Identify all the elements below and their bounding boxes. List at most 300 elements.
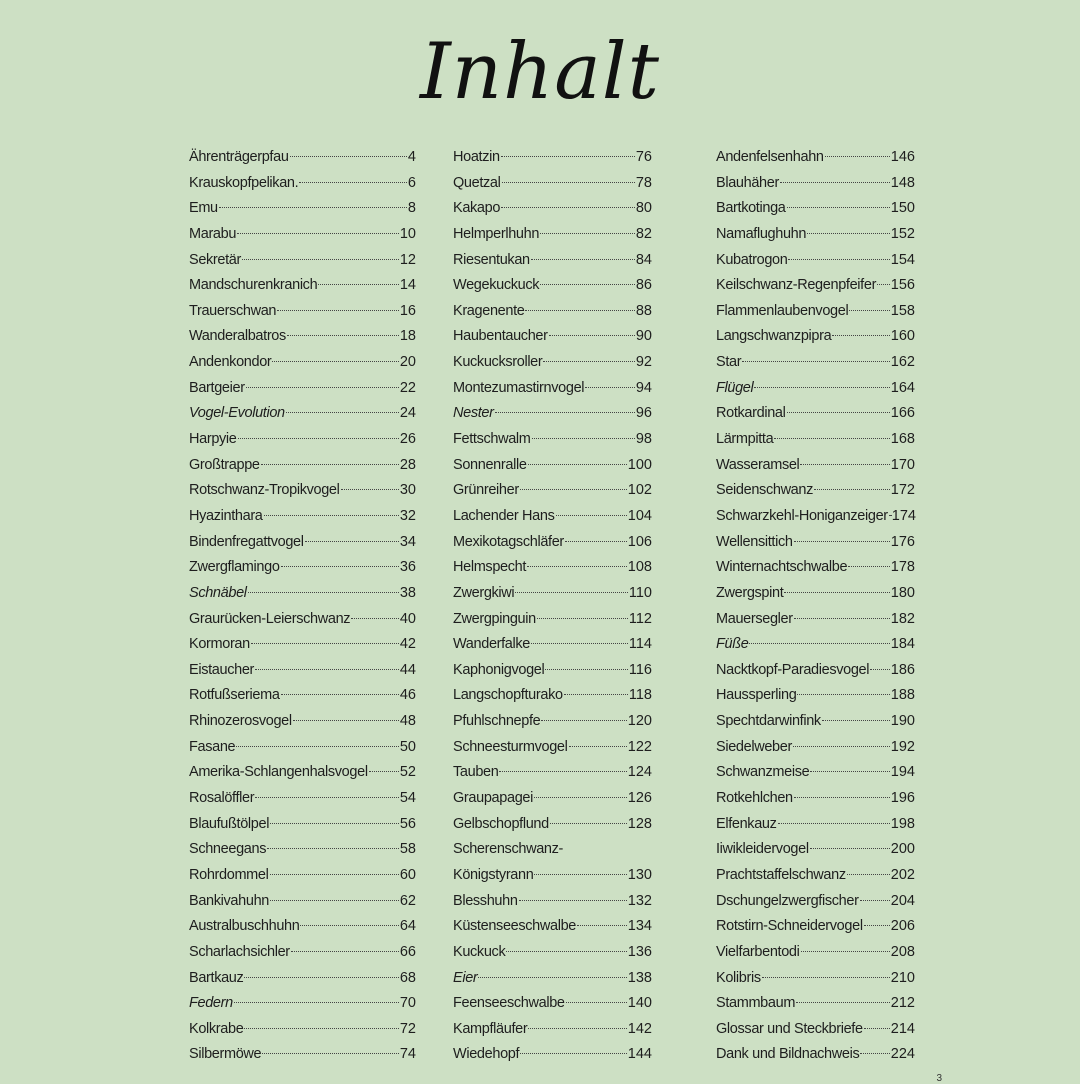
toc-entry bbox=[453, 940, 652, 966]
dot-leader bbox=[520, 489, 627, 490]
toc-entry-page: 12 bbox=[399, 251, 416, 268]
toc-entry-title: Füße bbox=[716, 636, 749, 653]
toc-entry-page: 32 bbox=[399, 507, 416, 524]
toc-entry-page: 74 bbox=[399, 1046, 416, 1063]
toc-entry bbox=[453, 658, 652, 684]
toc-entry-title: Schwanzmeise bbox=[716, 764, 810, 781]
dot-leader bbox=[864, 925, 890, 926]
toc-entry-page: 16 bbox=[399, 302, 416, 319]
toc-entry-title: Feenseeschwalbe bbox=[453, 995, 565, 1012]
toc-entry-title: Rotfußseriema bbox=[189, 687, 280, 704]
toc-entry bbox=[716, 427, 915, 453]
toc-entry-page: 38 bbox=[399, 584, 416, 601]
toc-entry-title: Grünreiher bbox=[453, 482, 519, 499]
toc-entry-page: 192 bbox=[890, 738, 915, 755]
toc-entry-title: Blauhäher bbox=[716, 174, 779, 191]
dot-leader bbox=[564, 694, 628, 695]
dot-leader bbox=[236, 746, 399, 747]
toc-entry bbox=[716, 350, 915, 376]
dot-leader bbox=[545, 669, 627, 670]
toc-entry-title: Eistaucher bbox=[189, 661, 255, 678]
toc-entry bbox=[189, 889, 416, 915]
toc-entry-page: 208 bbox=[890, 943, 915, 960]
toc-entry bbox=[189, 812, 416, 838]
toc-entry-page: 158 bbox=[890, 302, 915, 319]
toc-entry-title: Iiwikleidervogel bbox=[716, 841, 809, 858]
toc-entry-page: 90 bbox=[635, 328, 652, 345]
dot-leader bbox=[369, 771, 399, 772]
dot-leader bbox=[501, 156, 635, 157]
dot-leader bbox=[556, 515, 627, 516]
toc-entry-page: 162 bbox=[890, 354, 915, 371]
dot-leader bbox=[264, 515, 399, 516]
toc-entry-page: 170 bbox=[890, 456, 915, 473]
toc-entry-page: 130 bbox=[627, 866, 652, 883]
toc-entry bbox=[716, 530, 915, 556]
toc-entry bbox=[453, 478, 652, 504]
toc-entry bbox=[716, 735, 915, 761]
dot-leader bbox=[261, 464, 399, 465]
dot-leader bbox=[860, 1053, 889, 1054]
toc-entry-page: 224 bbox=[890, 1046, 915, 1063]
toc-entry-title: Spechtdarwinfink bbox=[716, 713, 821, 730]
dot-leader bbox=[794, 541, 890, 542]
toc-entry-title: Riesentukan bbox=[453, 251, 530, 268]
dot-leader bbox=[847, 874, 890, 875]
toc-entry-title: Kampfläufer bbox=[453, 1020, 528, 1037]
dot-leader bbox=[287, 335, 399, 336]
toc-entry-page: 122 bbox=[627, 738, 652, 755]
toc-entry-page: 98 bbox=[635, 431, 652, 448]
dot-leader bbox=[299, 182, 407, 183]
toc-entry bbox=[453, 427, 652, 453]
toc-entry bbox=[189, 145, 416, 171]
toc-entry bbox=[189, 299, 416, 325]
toc-entry-title: Haussperling bbox=[716, 687, 797, 704]
toc-entry-title: Lärmpitta bbox=[716, 431, 774, 448]
dot-leader bbox=[281, 694, 399, 695]
toc-entry-page: 206 bbox=[890, 918, 915, 935]
dot-leader bbox=[543, 361, 634, 362]
dot-leader bbox=[814, 489, 890, 490]
toc-entry-page: 180 bbox=[890, 584, 915, 601]
toc-entry-title: Mexikotagschläfer bbox=[453, 533, 564, 550]
toc-entry-page: 200 bbox=[890, 841, 915, 858]
toc-entry-page: 92 bbox=[635, 354, 652, 371]
toc-entry-title: Rotkehlchen bbox=[716, 790, 793, 807]
toc-entry-title: Zwergspint bbox=[716, 584, 784, 601]
dot-leader bbox=[251, 643, 399, 644]
toc-entry bbox=[716, 863, 915, 889]
toc-entry bbox=[189, 222, 416, 248]
toc-entry-title: Elfenkauz bbox=[716, 815, 777, 832]
toc-entry-title: Flügel bbox=[716, 379, 754, 396]
toc-entry bbox=[453, 786, 652, 812]
dot-leader bbox=[499, 771, 626, 772]
toc-entry-title: Prachtstaffelschwanz bbox=[716, 866, 846, 883]
dot-leader bbox=[262, 1053, 399, 1054]
toc-entry-page: 152 bbox=[890, 225, 915, 242]
toc-entry-title: Gelbschopflund bbox=[453, 815, 549, 832]
toc-entry bbox=[716, 555, 915, 581]
dot-leader bbox=[237, 233, 399, 234]
toc-entry bbox=[453, 401, 652, 427]
toc-entry-page: 100 bbox=[627, 456, 652, 473]
toc-entry bbox=[716, 607, 915, 633]
toc-entry-page: 60 bbox=[399, 866, 416, 883]
toc-entry bbox=[453, 914, 652, 940]
dot-leader bbox=[495, 412, 635, 413]
toc-entry-page: 52 bbox=[399, 764, 416, 781]
toc-entry bbox=[189, 914, 416, 940]
dot-leader bbox=[234, 1002, 399, 1003]
toc-entry bbox=[189, 504, 416, 530]
toc-entry-page: 10 bbox=[399, 225, 416, 242]
dot-leader bbox=[807, 233, 890, 234]
toc-entry bbox=[453, 889, 652, 915]
toc-entry bbox=[189, 658, 416, 684]
toc-entry-title: Rosalöffler bbox=[189, 790, 255, 807]
toc-entry bbox=[189, 376, 416, 402]
toc-entry bbox=[716, 504, 915, 530]
toc-entry-page: 34 bbox=[399, 533, 416, 550]
toc-entry-page: 166 bbox=[890, 405, 915, 422]
toc-entry bbox=[716, 401, 915, 427]
toc-entry-title: Lachender Hans bbox=[453, 507, 555, 524]
toc-entry-page: 66 bbox=[399, 943, 416, 960]
toc-entry-page: 8 bbox=[407, 200, 416, 217]
dot-leader bbox=[825, 156, 890, 157]
toc-entry-page: 186 bbox=[890, 661, 915, 678]
toc-entry-page: 120 bbox=[627, 713, 652, 730]
toc-entry-title: Schwarzkehl-Honiganzeiger bbox=[716, 507, 888, 524]
toc-entry-title: Bartkotinga bbox=[716, 200, 786, 217]
dot-leader bbox=[238, 438, 399, 439]
toc-entry-title: Küstenseeschwalbe bbox=[453, 918, 577, 935]
toc-entry bbox=[453, 555, 652, 581]
dot-leader bbox=[501, 207, 635, 208]
toc-entry-page: 212 bbox=[890, 995, 915, 1012]
dot-leader bbox=[281, 566, 399, 567]
dot-leader bbox=[272, 361, 398, 362]
dot-leader bbox=[742, 361, 890, 362]
toc-entry-page: 96 bbox=[635, 405, 652, 422]
dot-leader bbox=[549, 335, 635, 336]
toc-entry-title: Quetzal bbox=[453, 174, 501, 191]
toc-entry bbox=[189, 171, 416, 197]
dot-leader bbox=[810, 771, 889, 772]
toc-entry-title: Rohrdommel bbox=[189, 866, 269, 883]
toc-entry-title: Wasseramsel bbox=[716, 456, 800, 473]
dot-leader bbox=[832, 335, 889, 336]
toc-entry-title: Königstyrann bbox=[453, 866, 534, 883]
toc-entry-page: 178 bbox=[890, 559, 915, 576]
dot-leader bbox=[532, 438, 635, 439]
toc-entry bbox=[453, 504, 652, 530]
dot-leader bbox=[794, 618, 890, 619]
toc-entry-title: Flammenlaubenvogel bbox=[716, 302, 849, 319]
toc-entry-title: Kolkrabe bbox=[189, 1020, 244, 1037]
toc-entry bbox=[189, 709, 416, 735]
dot-leader bbox=[267, 848, 399, 849]
toc-entry bbox=[716, 196, 915, 222]
toc-entry-title: Marabu bbox=[189, 225, 237, 242]
toc-entry-page: 144 bbox=[627, 1046, 652, 1063]
dot-leader bbox=[774, 438, 890, 439]
toc-entry bbox=[453, 632, 652, 658]
toc-entry bbox=[716, 709, 915, 735]
toc-entry bbox=[453, 966, 652, 992]
dot-leader bbox=[286, 412, 399, 413]
toc-entry-page: 44 bbox=[399, 661, 416, 678]
dot-leader bbox=[565, 541, 627, 542]
toc-entry-page: 172 bbox=[890, 482, 915, 499]
toc-entry-title: Langschopfturako bbox=[453, 687, 563, 704]
toc-entry bbox=[189, 607, 416, 633]
toc-entry-page: 28 bbox=[399, 456, 416, 473]
toc-entry bbox=[453, 196, 652, 222]
toc-entry-page: 202 bbox=[890, 866, 915, 883]
toc-entry-title: Eier bbox=[453, 969, 478, 986]
toc-entry-title: Namaflughuhn bbox=[716, 225, 807, 242]
toc-entry-title: Winternachtschwalbe bbox=[716, 559, 848, 576]
dot-leader bbox=[797, 694, 889, 695]
toc-entry-page: 210 bbox=[890, 969, 915, 986]
toc-entry-page: 196 bbox=[890, 790, 915, 807]
toc-entry-title: Zwergflamingo bbox=[189, 559, 280, 576]
toc-entry bbox=[453, 683, 652, 709]
dot-leader bbox=[569, 746, 627, 747]
toc-entry-page: 140 bbox=[627, 995, 652, 1012]
toc-entry-title: Silbermöwe bbox=[189, 1046, 262, 1063]
toc-entry-page: 182 bbox=[890, 610, 915, 627]
toc-entry-title: Montezumastirnvogel bbox=[453, 379, 585, 396]
toc-entry bbox=[716, 966, 915, 992]
toc-entry bbox=[453, 735, 652, 761]
toc-entry-title: Hyazinthara bbox=[189, 507, 263, 524]
dot-leader bbox=[244, 1028, 398, 1029]
toc-entry-title: Zwergkiwi bbox=[453, 584, 515, 601]
dot-leader bbox=[219, 207, 407, 208]
dot-leader bbox=[794, 797, 890, 798]
toc-entry-page: 190 bbox=[890, 713, 915, 730]
toc-entry-page: 118 bbox=[628, 687, 652, 704]
toc-entry-title: Bartgeier bbox=[189, 379, 245, 396]
toc-entry-title: Graupapagei bbox=[453, 790, 533, 807]
dot-leader bbox=[527, 566, 627, 567]
toc-entry bbox=[716, 658, 915, 684]
toc-entry-title: Emu bbox=[189, 200, 218, 217]
toc-entry-page: 40 bbox=[399, 610, 416, 627]
toc-entry bbox=[453, 581, 652, 607]
page-number: 3 bbox=[936, 1073, 942, 1084]
toc-entry-title: Krauskopfpelikan. bbox=[189, 174, 299, 191]
toc-entry-title: Wellensittich bbox=[716, 533, 793, 550]
toc-entry-title: Stammbaum bbox=[716, 995, 796, 1012]
toc-entry bbox=[189, 940, 416, 966]
toc-entry-title: Sonnenralle bbox=[453, 456, 527, 473]
dot-leader bbox=[793, 746, 890, 747]
dot-leader bbox=[784, 592, 889, 593]
toc-entry-page: 214 bbox=[890, 1020, 915, 1037]
toc-entry bbox=[189, 401, 416, 427]
toc-entry-page: 188 bbox=[890, 687, 915, 704]
toc-entry-title: Schnäbel bbox=[189, 584, 247, 601]
toc-entry-title: Hoatzin bbox=[453, 149, 500, 165]
dot-leader bbox=[796, 1002, 890, 1003]
toc-entry-title: Helmspecht bbox=[453, 559, 527, 576]
dot-leader bbox=[822, 720, 890, 721]
toc-entry bbox=[189, 453, 416, 479]
toc-entry-title: Schneegans bbox=[189, 841, 267, 858]
dot-leader bbox=[318, 284, 399, 285]
toc-entry-page: 204 bbox=[890, 892, 915, 909]
toc-entry-page: 22 bbox=[399, 379, 416, 396]
toc-entry-page: 76 bbox=[635, 149, 652, 165]
toc-entry-page: 102 bbox=[627, 482, 652, 499]
toc-entry-page: 26 bbox=[399, 431, 416, 448]
dot-leader bbox=[864, 1028, 890, 1029]
dot-leader bbox=[780, 182, 890, 183]
dot-leader bbox=[550, 823, 627, 824]
toc-entry bbox=[189, 427, 416, 453]
toc-entry bbox=[189, 196, 416, 222]
toc-entry-title: Glossar und Steckbriefe bbox=[716, 1020, 863, 1037]
toc-entry-page: 6 bbox=[407, 174, 416, 191]
toc-entry-title: Harpyie bbox=[189, 431, 237, 448]
toc-entry-page: 62 bbox=[399, 892, 416, 909]
toc-entry bbox=[453, 530, 652, 556]
toc-column-3 bbox=[716, 145, 915, 1068]
toc-entry-title: Rotschwanz-Tropikvogel bbox=[189, 482, 340, 499]
toc-entry-title: Scherenschwanz- bbox=[453, 841, 563, 858]
toc-entry bbox=[453, 376, 652, 402]
toc-entry bbox=[716, 889, 915, 915]
toc-entry-title: Seidenschwanz bbox=[716, 482, 814, 499]
toc-entry-page: 4 bbox=[407, 149, 416, 165]
toc-entry bbox=[189, 786, 416, 812]
toc-entry bbox=[716, 991, 915, 1017]
toc-entry bbox=[189, 966, 416, 992]
dot-leader bbox=[754, 387, 889, 388]
dot-leader bbox=[255, 797, 399, 798]
dot-leader bbox=[810, 848, 890, 849]
toc-entry bbox=[189, 581, 416, 607]
toc-entry-title: Pfuhlschnepfe bbox=[453, 713, 541, 730]
toc-entry-page: 154 bbox=[890, 251, 915, 268]
toc-entry bbox=[453, 299, 652, 325]
dot-leader bbox=[801, 951, 890, 952]
toc-entry bbox=[716, 837, 915, 863]
toc-entry bbox=[453, 248, 652, 274]
toc-entry bbox=[716, 786, 915, 812]
dot-leader bbox=[255, 669, 399, 670]
dot-leader bbox=[870, 669, 890, 670]
dot-leader bbox=[293, 720, 399, 721]
dot-leader bbox=[531, 259, 635, 260]
toc-entry-title: Kragenente bbox=[453, 302, 525, 319]
dot-leader bbox=[277, 310, 399, 311]
toc-entry bbox=[189, 683, 416, 709]
dot-leader bbox=[788, 259, 889, 260]
toc-entry-page: 124 bbox=[627, 764, 652, 781]
toc-entry-title: Langschwanzpipra bbox=[716, 328, 832, 345]
toc-entry bbox=[189, 1017, 416, 1043]
toc-entry-title: Großtrappe bbox=[189, 456, 260, 473]
toc-entry-page: 48 bbox=[399, 713, 416, 730]
toc-entry-title: Kaphonigvogel bbox=[453, 661, 545, 678]
toc-entry-page: 20 bbox=[399, 354, 416, 371]
toc-entry-title: Andenkondor bbox=[189, 354, 272, 371]
toc-entry bbox=[716, 914, 915, 940]
toc-entry-page: 42 bbox=[399, 636, 416, 653]
toc-entry bbox=[453, 453, 652, 479]
dot-leader bbox=[341, 489, 399, 490]
toc-entry-title: Amerika-Schlangenhalsvogel bbox=[189, 764, 368, 781]
dot-leader bbox=[566, 1002, 627, 1003]
toc-entry-page: 18 bbox=[399, 328, 416, 345]
dot-leader bbox=[534, 797, 627, 798]
toc-entry-title: Wanderfalke bbox=[453, 636, 531, 653]
toc-entry bbox=[189, 273, 416, 299]
toc-entry-page: 64 bbox=[399, 918, 416, 935]
toc-entry-page: 46 bbox=[399, 687, 416, 704]
toc-entry-page: 116 bbox=[628, 661, 652, 678]
toc-entry bbox=[453, 863, 652, 889]
toc-entry bbox=[716, 760, 915, 786]
dot-leader bbox=[585, 387, 635, 388]
toc-entry-page: 80 bbox=[635, 200, 652, 217]
toc-entry bbox=[189, 863, 416, 889]
dot-leader bbox=[537, 618, 628, 619]
toc-entry bbox=[189, 555, 416, 581]
toc-entry-title: Fasane bbox=[189, 738, 236, 755]
toc-entry-title: Nester bbox=[453, 405, 494, 422]
toc-entry bbox=[716, 376, 915, 402]
dot-leader bbox=[541, 720, 626, 721]
toc-entry bbox=[716, 299, 915, 325]
toc-entry-page: 156 bbox=[890, 277, 915, 294]
toc-entry bbox=[716, 1042, 915, 1068]
dot-leader bbox=[531, 643, 628, 644]
toc-entry bbox=[716, 222, 915, 248]
dot-leader bbox=[848, 566, 890, 567]
toc-entry-page: 50 bbox=[399, 738, 416, 755]
toc-entry bbox=[453, 350, 652, 376]
toc-entry-page: 142 bbox=[627, 1020, 652, 1037]
dot-leader bbox=[749, 643, 889, 644]
toc-entry-page: 150 bbox=[890, 200, 915, 217]
toc-entry-title: Wanderalbatros bbox=[189, 328, 286, 345]
toc-entry-title: Nacktkopf-Paradiesvogel bbox=[716, 661, 870, 678]
dot-leader bbox=[762, 977, 890, 978]
dot-leader bbox=[506, 951, 626, 952]
toc-entry-title: Rotkardinal bbox=[716, 405, 786, 422]
toc-entry bbox=[189, 248, 416, 274]
toc-entry bbox=[453, 171, 652, 197]
dot-leader bbox=[577, 925, 627, 926]
toc-entry-page: 104 bbox=[627, 507, 652, 524]
toc-entry bbox=[189, 735, 416, 761]
toc-entry-page: 82 bbox=[635, 225, 652, 242]
toc-entry-page: 14 bbox=[399, 277, 416, 294]
toc-column-1 bbox=[189, 145, 416, 1068]
toc-entry-title: Bartkauz bbox=[189, 969, 244, 986]
dot-leader bbox=[540, 233, 635, 234]
toc-entry bbox=[716, 632, 915, 658]
toc-entry bbox=[716, 171, 915, 197]
toc-entry bbox=[453, 991, 652, 1017]
